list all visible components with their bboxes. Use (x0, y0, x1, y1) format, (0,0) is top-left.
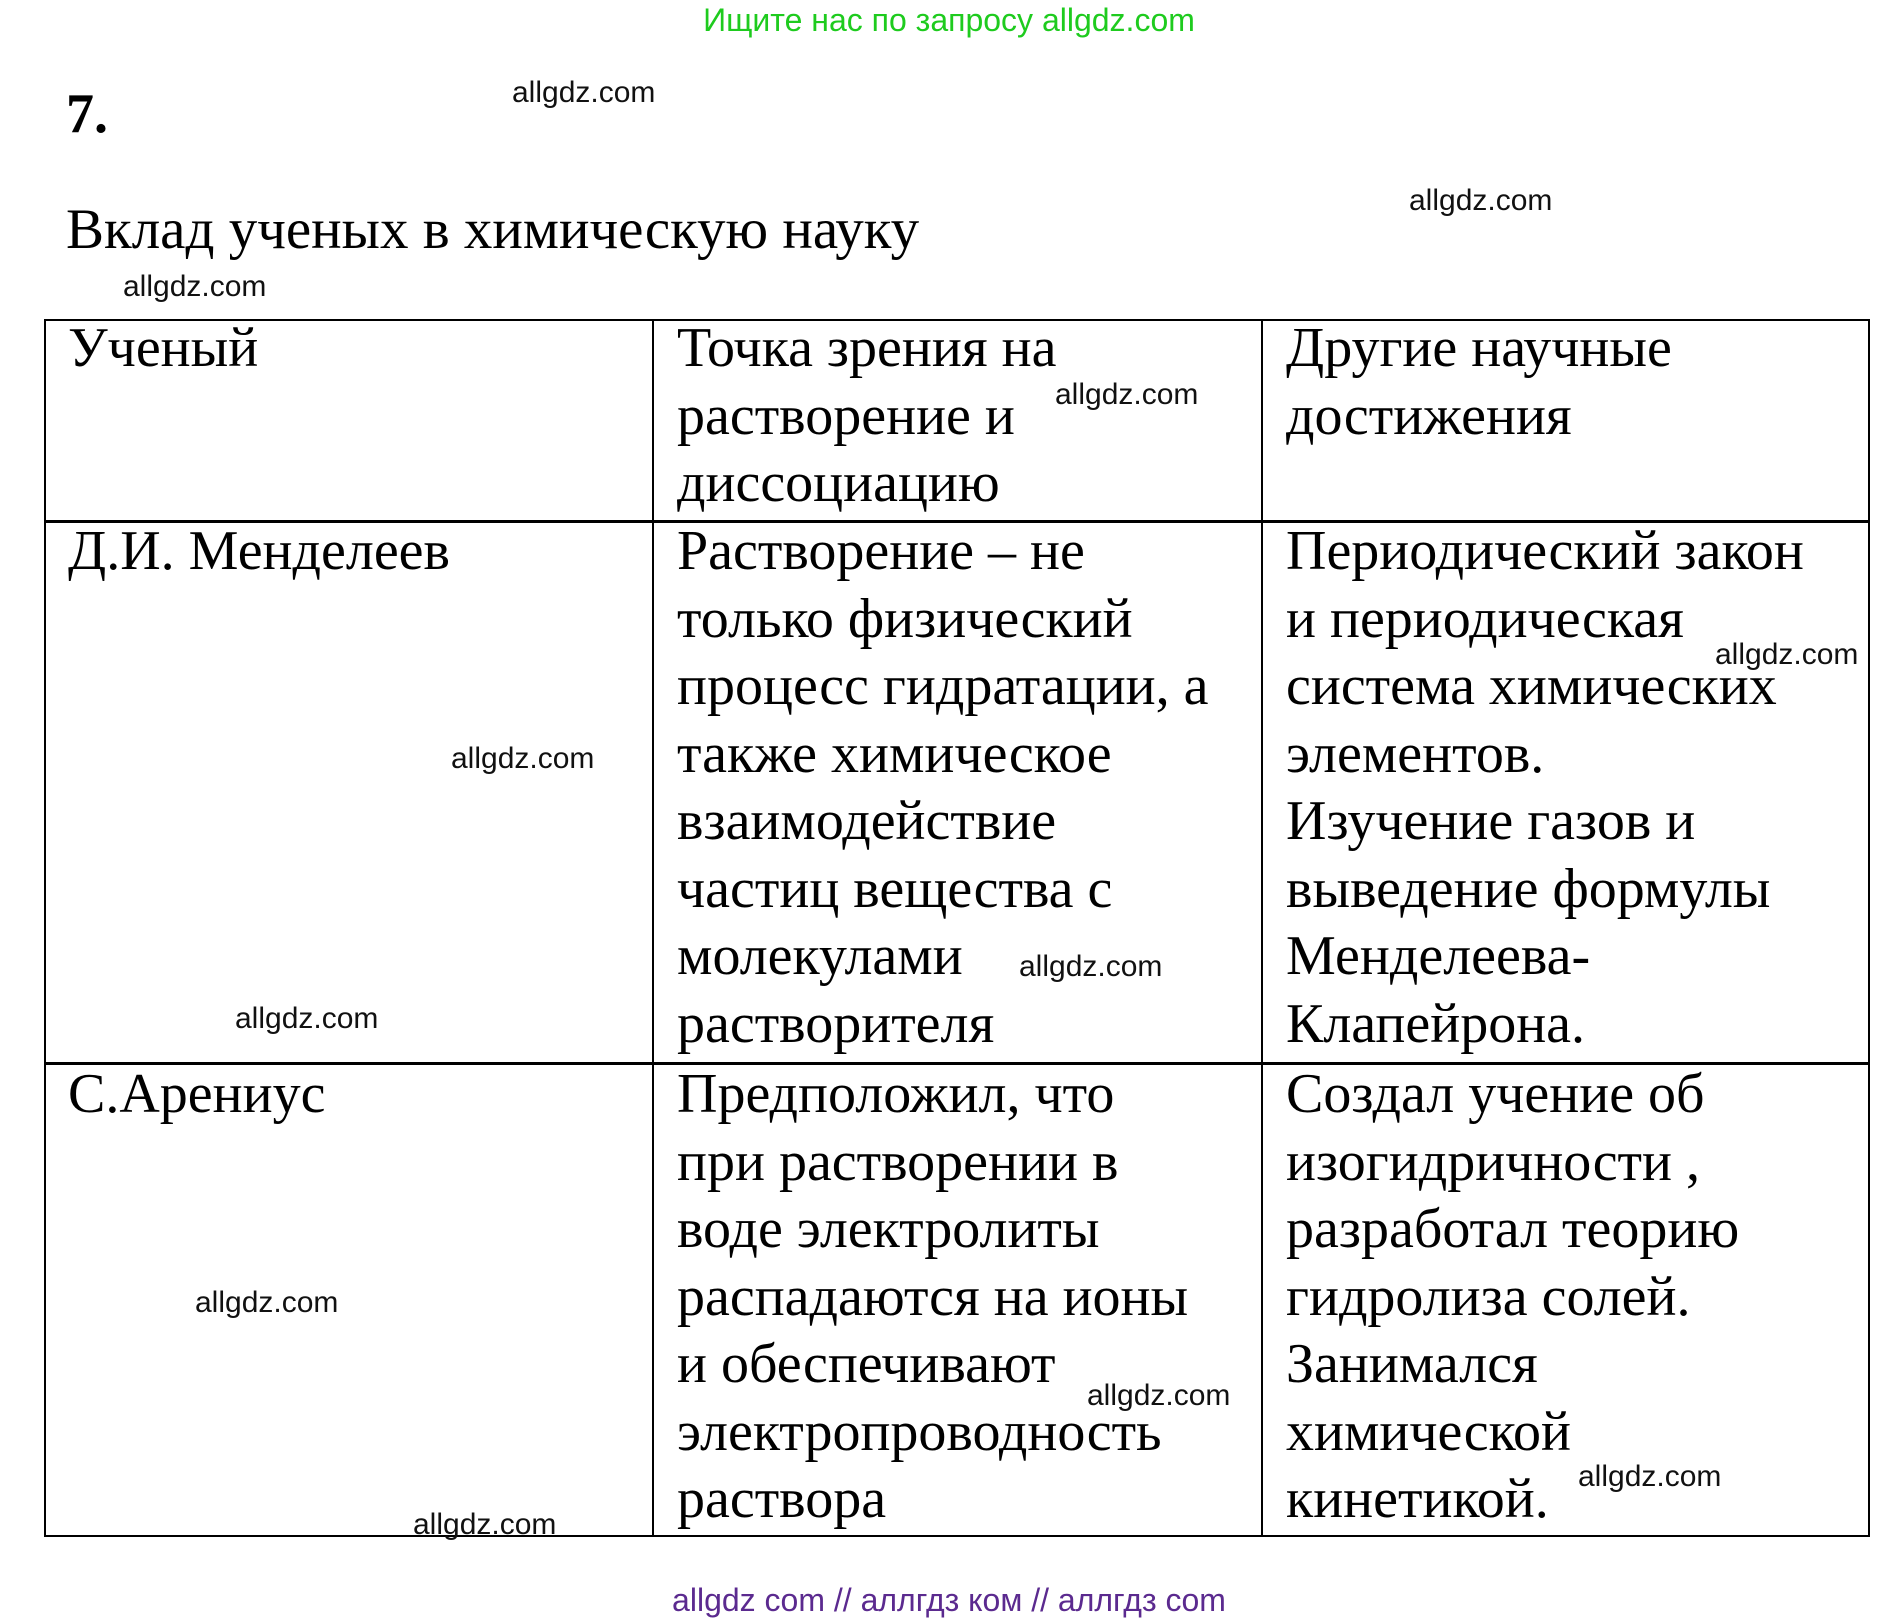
cell-line: С.Арениус (68, 1063, 326, 1125)
table-cell (677, 1061, 1188, 1534)
table-title: Вклад ученых в химическую науку (66, 198, 920, 261)
cell-line: Менделеева- (1286, 925, 1591, 987)
search-banner: Ищите нас по запросу allgdz.com (703, 2, 1195, 38)
table-cell (68, 518, 450, 586)
watermark: allgdz.com (1715, 638, 1859, 671)
cell-line: растворителя (677, 992, 995, 1055)
cell-line: Растворение – не (677, 520, 1085, 582)
table-cell (68, 1061, 325, 1129)
watermark: allgdz.com (1578, 1460, 1722, 1493)
cell-line: Точка зрения на (677, 317, 1057, 379)
cell-line: молекулами (677, 925, 963, 987)
watermark: allgdz.com (451, 742, 595, 775)
cell-line: достижения (1286, 384, 1572, 447)
cell-line: Периодический закон (1286, 520, 1804, 582)
watermark: allgdz.com (512, 76, 656, 109)
cell-line: Изучение газов и (1286, 790, 1696, 852)
cell-line: Создал учение об (1286, 1063, 1705, 1125)
cell-line: разработал теорию (1286, 1198, 1740, 1260)
cell-line: и периодическая (1286, 587, 1684, 650)
cell-line: химической (1286, 1400, 1571, 1463)
cell-line: Занимался (1286, 1333, 1538, 1395)
cell-line: частиц вещества с (677, 857, 1113, 920)
cell-line: взаимодействие (677, 790, 1057, 852)
watermark: allgdz.com (413, 1508, 557, 1541)
cell-line: Ученый (68, 317, 259, 379)
cell-line: Клапейрона. (1286, 992, 1586, 1055)
watermark: allgdz.com (1087, 1379, 1231, 1412)
cell-line: воде электролиты (677, 1198, 1100, 1260)
cell-line: электропроводность (677, 1400, 1162, 1463)
task-number: 7. (66, 83, 108, 145)
cell-line: гидролиза солей. (1286, 1265, 1691, 1328)
column-divider (1261, 319, 1263, 1537)
watermark: allgdz.com (1019, 950, 1163, 983)
cell-line: выведение формулы (1286, 857, 1771, 920)
header-cell (1286, 315, 1672, 450)
footer-banner: allgdz com // аллгдз ком // аллгдз com (672, 1582, 1226, 1618)
cell-line: Д.И. Менделеев (68, 520, 450, 582)
header-cell (677, 315, 1056, 518)
cell-line: при растворении в (677, 1130, 1119, 1193)
watermark: allgdz.com (195, 1286, 339, 1319)
header-cell (68, 315, 258, 383)
column-divider (652, 319, 654, 1537)
cell-line: и обеспечивают (677, 1333, 1056, 1395)
cell-line: Другие научные (1286, 317, 1672, 379)
watermark: allgdz.com (123, 270, 267, 303)
watermark: allgdz.com (235, 1002, 379, 1035)
cell-line: раствора (677, 1468, 887, 1530)
watermark: allgdz.com (1055, 378, 1199, 411)
cell-line: процесс гидратации, а (677, 655, 1209, 717)
cell-line: кинетикой. (1286, 1468, 1549, 1530)
cell-line: элементов. (1286, 722, 1545, 785)
cell-line: растворение и (677, 384, 1015, 447)
cell-line: также химическое (677, 722, 1112, 785)
cell-line: диссоциацию (677, 452, 1000, 514)
cell-line: система химических (1286, 655, 1777, 717)
cell-line: Предположил, что (677, 1063, 1115, 1125)
cell-line: распадаются на ионы (677, 1265, 1189, 1328)
cell-line: изогидричности , (1286, 1130, 1700, 1193)
table-cell (1286, 518, 1804, 1058)
cell-line: только физический (677, 587, 1133, 650)
watermark: allgdz.com (1409, 184, 1553, 217)
